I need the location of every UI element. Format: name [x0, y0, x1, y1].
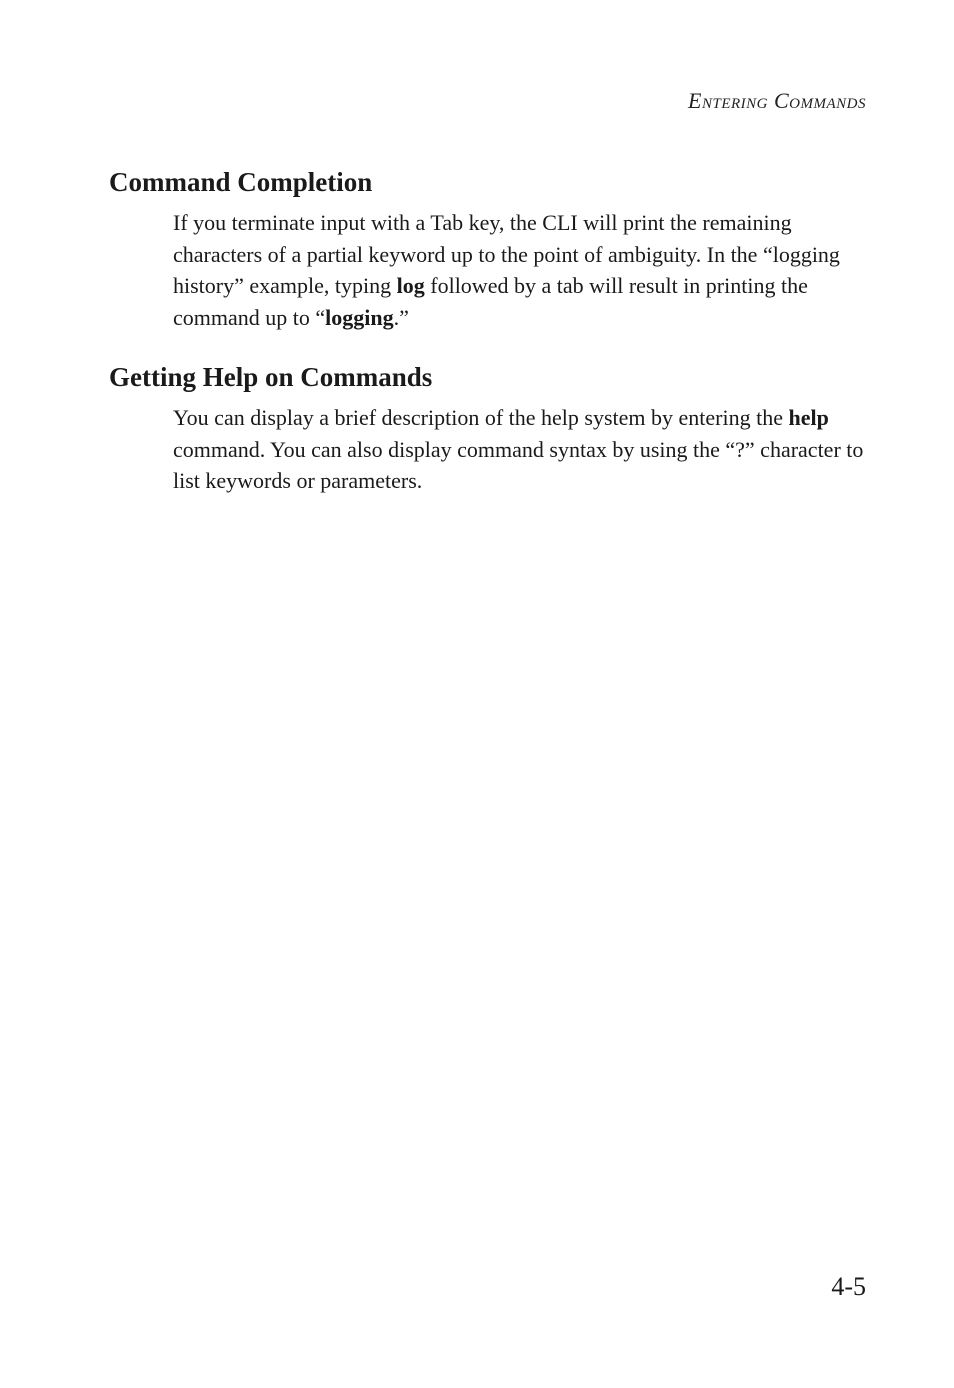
getting-help-paragraph	[173, 402, 873, 497]
text-run: followed by a tab will result in printing the command up to “	[173, 273, 808, 330]
text-run: If you terminate input with a Tab key, the CLI will print the remaining characters of a partial keyword up to the point of ambiguity. In the “logging history” example, typing	[173, 210, 840, 298]
keyword-logging: logging	[325, 304, 394, 330]
command-completion-paragraph	[173, 207, 873, 333]
text-run: You can display a brief description of the help system by entering the	[173, 405, 789, 430]
running-header: Entering Commands	[688, 88, 866, 113]
section-heading-command-completion: Command Completion	[109, 167, 373, 197]
page-number: 4-5	[831, 1272, 866, 1301]
keyword-help: help	[788, 405, 829, 430]
text-run: command. You can also display command syntax by using the “?” character to list keywords or parameters.	[173, 436, 864, 493]
keyword-log: log	[396, 273, 425, 298]
text-run: .”	[393, 304, 409, 330]
section-heading-getting-help: Getting Help on Commands	[109, 362, 433, 392]
